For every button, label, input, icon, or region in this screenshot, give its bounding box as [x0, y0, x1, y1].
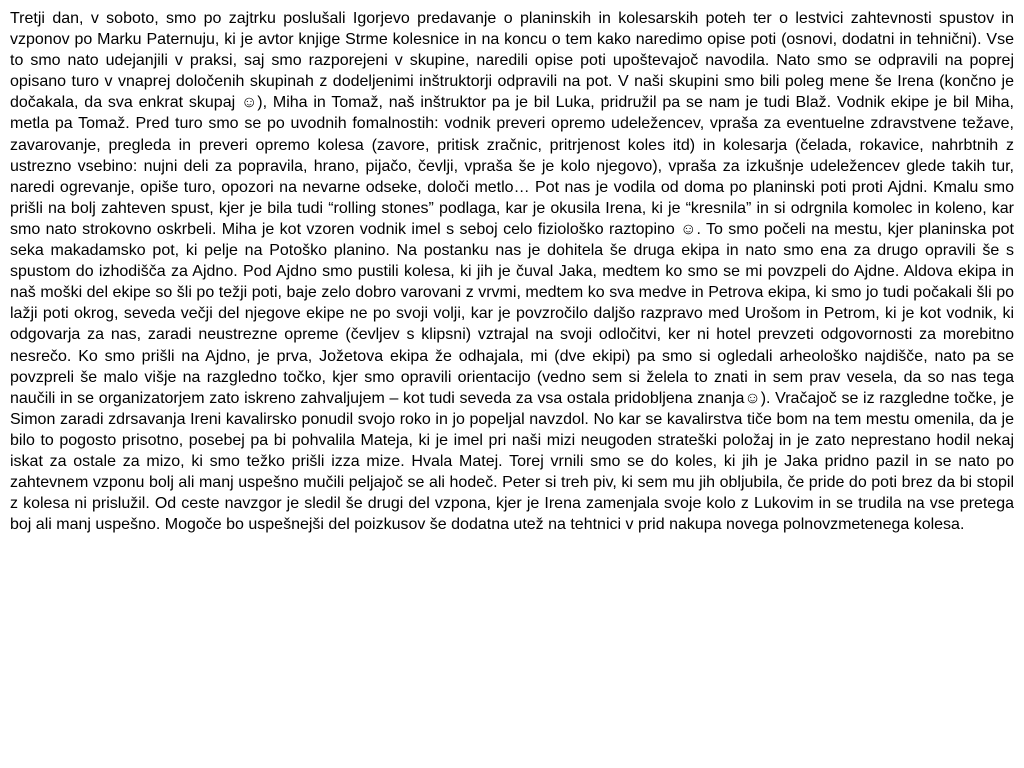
body-paragraph: Tretji dan, v soboto, smo po zajtrku poslušali Igorjevo predavanje o planinskih in kolesarskih poteh ter o lestvici zahtevnosti spustov in vzponov po Marku Paternuju, ki je avtor knjige Strme kolesnice in na koncu o tem kako naredimo opise poti (osnovi, dodatni in tehnični). Vse to smo nato udejanjili v praksi, saj smo razporejeni v skupine, naredili opise poti upoštevajoč navodila. Nato smo se odpravili na poprej opisano turo v vnaprej določenih skupinah z dodeljenimi inštruktorji odpravili na pot. V naši skupini smo bili poleg mene še Irena (končno je dočakala, da sva enkrat skupaj ☺), Miha in Tomaž, naš inštruktor pa je bil Luka, pridružil pa se nam je tudi Blaž. Vodnik ekipe je bil Miha, metla pa Tomaž. Pred turo smo se po uvodnih fomalnostih: vodnik preveri opremo udeležencev, vpraša za eventuelne zdravstvene težave, zavarovanje, pregleda in preveri opremo kolesa (zavore, pritisk zračnic, pritrjenost koles itd) in kolesarja (čelada, rokavice, nahrbtnih z ustrezno vsebino: nujni deli za popravila, hrano, pijačo, čevlji, vpraša še je kolo njegovo), vpraša za izkušnje udeležencev glede takih tur, naredi ogrevanje, opiše turo, opozori na nevarne odseke, določi metlo… Pot nas je vodila od doma po planinski poti proti Ajdni. Kmalu smo prišli na bolj zahteven spust, kjer je bila tudi “rolling stones” podlaga, kar je okusila Irena, ki je “kresnila” in si odrgnila komolec in koleno, kar smo nato strokovno oskrbeli. Miha je kot vzoren vodnik imel s seboj celo fiziološko raztopino ☺. To smo počeli na mestu, kjer planinska pot seka makadamsko pot, ki pelje na Potoško planino. Na postanku nas je dohitela še druga ekipa in nato smo ena za drugo opravili še s spustom do izhodišča za Ajdno. Pod Ajdno smo pustili kolesa, ki jih je čuval Jaka, medtem ko smo se mi povzpeli do Ajdne. Aldova ekipa in naš moški del ekipe so šli po težji poti, baje zelo dobro varovani z vrvmi, medtem ko sva medve in Petrova ekipa, ki smo jo tudi počakali šli po lažji poti okrog, seveda večji del njegove ekipe ne po svoji volji, kar je povzročilo daljšo razpravo med Urošom in Petrom, ki je kot vodnik, ki odgovarja za nas, zaradi neustrezne opreme (čevljev s klipsni) vztrajal na svoji odločitvi, ker ni hotel prevzeti odgovornosti za morebitno nesrečo. Ko smo prišli na Ajdno, je prva, Jožetova ekipa že odhajala, mi (dve ekipi) pa smo si ogledali arheološko najdišče, nato pa se povzpreli še malo višje na razgledno točko, kjer smo opravili orientacijo (vedno sem si želela to znati in sem prav vesela, da so nas tega naučili in se organizatorjem zato iskreno zahvaljujem – kot tudi seveda za vsa ostala pridobljena znanja☺). Vračajoč se iz razgledne točke, je Simon zaradi zdrsavanja Ireni kavalirsko ponudil svojo roko in jo popeljal navzdol. No kar se kavalirstva tiče bom na tem mestu omenila, da je bilo to pogosto prisotno, posebej pa bi pohvalila Mateja, ki je imel pri naši mizi neugoden strateški položaj in je zato neprestano hodil nekaj iskat za ostale za mizo, ki smo težko prišli izza mize. Hvala Matej. Torej vrnili smo se do koles, ki jih je Jaka pridno pazil in se nato po zahtevnem vzponu bolj ali manj uspešno mučili peljajoč se ali hodeč. Peter si treh piv, ki sem mu jih obljubila, če pride do poti brez da bi stopil z kolesa ni prislužil. Od ceste navzgor je sledil še drugi del vzpona, kjer je Irena zamenjala svoje kolo z Lukovim in se trudila na vse pretega boj ali manj uspešno. Mogoče bo uspešnejši del poizkusov še dodatna utež na tehtnici v prid nakupa novega polnovzmetenega kolesa. — [10, 10, 1014, 534]
document-page — [10, 8, 1014, 760]
